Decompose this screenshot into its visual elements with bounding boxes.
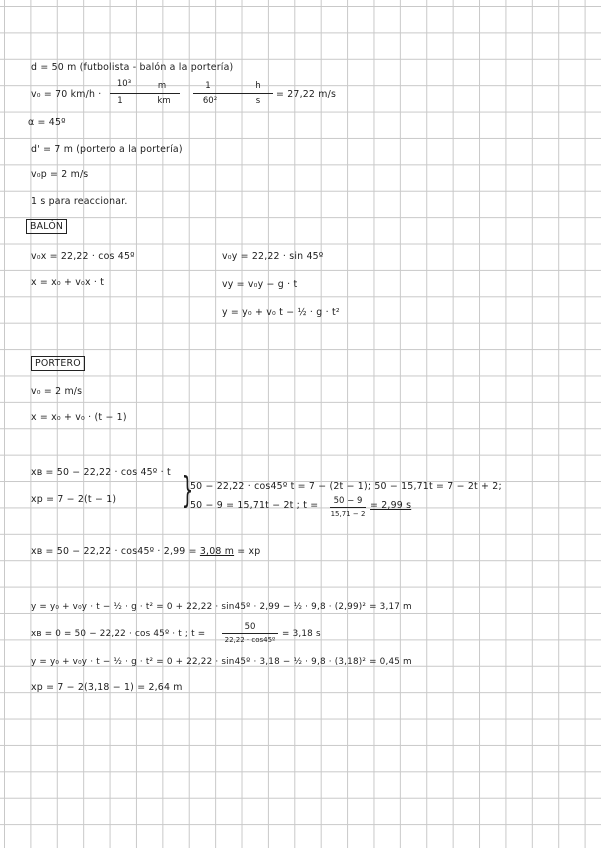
- frac1-numerator-unit: m: [157, 81, 167, 91]
- system-frac-denominator: 15,71 − 2: [330, 510, 366, 518]
- xb-zero-denominator: 22,22 · cos45º: [224, 636, 276, 644]
- frac1-bar: [110, 93, 180, 94]
- keeper-heading-label: PORTERO: [31, 356, 85, 371]
- keeper-speed-line: v₀p = 2 m/s: [31, 169, 89, 180]
- system-frac-numerator: 50 − 9: [333, 496, 363, 506]
- system-xp-line: xp = 7 − 2(t − 1): [31, 494, 117, 505]
- velocity-result: = 27,22 m/s: [276, 89, 337, 100]
- xb-result-value: 3,08 m: [199, 546, 235, 557]
- distance-line: d = 50 m (futbolista - balón a la portería): [31, 62, 234, 73]
- keeper-x-line: x = x₀ + v₀ · (t − 1): [31, 412, 127, 423]
- xb-zero-bar: [222, 633, 278, 634]
- ball-heading: [26, 221, 67, 233]
- keeper-v0-line: v₀ = 2 m/s: [31, 386, 83, 397]
- xb-result-suffix: = xp: [237, 546, 261, 557]
- frac2-denominator: 60²: [202, 96, 218, 106]
- system-line-1: 50 − 22,22 · cos45º t = 7 − (2t − 1); 50 − 15,71t = 7 − 2t + 2;: [190, 481, 502, 492]
- system-xb-line: xʙ = 50 − 22,22 · cos 45º · t: [31, 467, 171, 478]
- keeper-heading: [31, 358, 85, 370]
- ball-x-line: x = x₀ + v₀x · t: [31, 277, 105, 288]
- system-brace: }: [181, 470, 194, 511]
- xb-zero-result: = 3,18 s: [282, 629, 321, 639]
- system-frac-bar: [330, 507, 366, 508]
- keeper-distance-line: d' = 7 m (portero a la portería): [31, 144, 183, 155]
- system-line-2: 50 − 9 = 15,71t − 2t ; t =: [190, 500, 319, 511]
- frac2-denominator-unit: s: [255, 96, 261, 106]
- frac1-denominator: 1: [117, 96, 123, 106]
- ball-y-line: y = y₀ + v₀ t − ½ · g · t²: [222, 307, 340, 318]
- y-equation-2: y = y₀ + v₀y · t − ½ · g · t² = 0 + 22,22 · sin45º · 3,18 − ½ · 9,8 · (3,18)² = 0,45 m: [31, 657, 412, 667]
- xb-result-prefix: xʙ = 50 − 22,22 · cos45º · 2,99 =: [31, 546, 197, 557]
- velocity-prefix: v₀ = 70 km/h ·: [31, 89, 102, 100]
- frac1-denominator-unit: km: [157, 96, 171, 106]
- xb-zero-line: xʙ = 0 = 50 − 22,22 · cos 45º · t ; t =: [31, 629, 206, 639]
- system-result: = 2,99 s: [370, 500, 412, 511]
- xp-final-line: xp = 7 − 2(3,18 − 1) = 2,64 m: [31, 682, 183, 693]
- frac2-numerator: 1: [205, 81, 211, 91]
- ball-vox-line: v₀x = 22,22 · cos 45º: [31, 251, 135, 262]
- xb-result-line: [31, 546, 260, 558]
- reaction-line: 1 s para reaccionar.: [31, 196, 128, 207]
- ball-vy-line: vy = v₀y − g · t: [222, 279, 298, 290]
- frac2-numerator-unit: h: [255, 81, 261, 91]
- frac1-numerator: 10³: [116, 79, 132, 89]
- angle-line: α = 45º: [28, 117, 66, 128]
- frac2-bar: [193, 93, 273, 94]
- xb-zero-numerator: 50: [244, 622, 256, 632]
- ball-heading-label: BALÓN: [26, 219, 67, 234]
- ball-voy-line: v₀y = 22,22 · sin 45º: [222, 251, 324, 262]
- y-equation-1: y = y₀ + v₀y · t − ½ · g · t² = 0 + 22,22 · sin45º · 2,99 − ½ · 9,8 · (2,99)² = 3,17 m: [31, 602, 412, 612]
